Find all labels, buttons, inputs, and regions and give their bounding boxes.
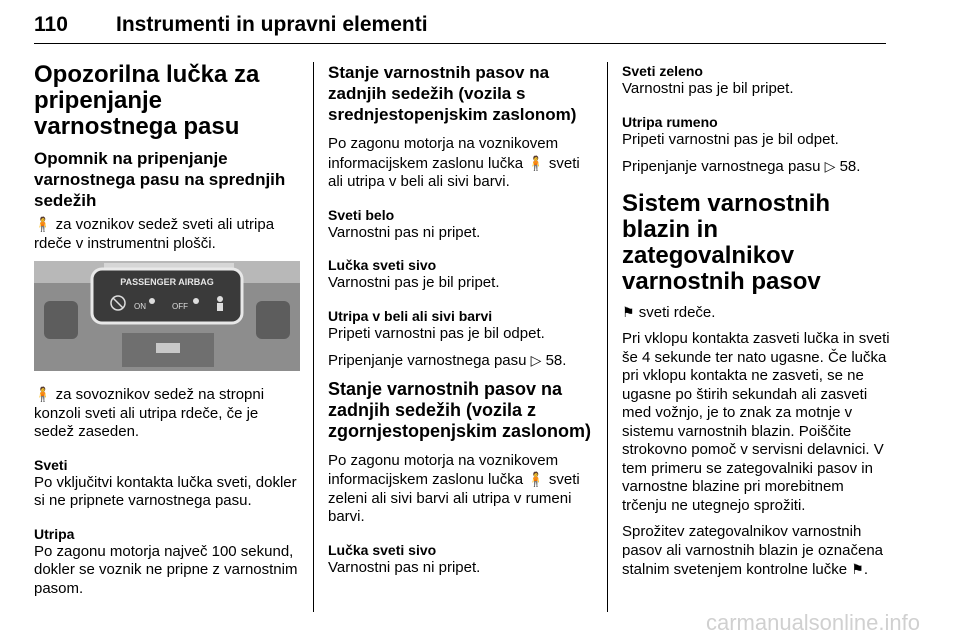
- airbag-icon: ⚑: [622, 303, 635, 320]
- watermark: carmanualsonline.info: [705, 610, 920, 635]
- subsection-heading: Stanje varnostnih pasov na zadnjih sedežih (vozila z zgornjestopenjskim zaslonom): [328, 378, 592, 441]
- paragraph: Po zagonu motorja največ 100 sekund, dokler se voznik ne pripne z varnostnim pasom.: [34, 542, 298, 597]
- paragraph: 🧍 za voznikov sedež sveti ali utripa rdeče v instrumentni plošči.: [34, 216, 275, 252]
- paragraph: Sprožitev zategovalnikov varnostnih pasov ali varnostnih blazin je označena stalnim svetenjem kontrolne lučke ⚑.: [622, 523, 883, 578]
- page-reference-icon: ▷: [824, 158, 836, 174]
- column-divider: [313, 62, 314, 612]
- subsection-heading: Opomnik na pripenjanje varnostnega pasu na sprednjih sedežih: [34, 149, 286, 210]
- paragraph: Varnostni pas ni pripet.: [328, 223, 481, 241]
- column-left: [34, 62, 300, 606]
- seatbelt-icon: 🧍: [527, 471, 545, 487]
- photo-on-label: ON: [134, 302, 146, 311]
- photo-off-label: OFF: [172, 302, 188, 311]
- status-label: Utripa rumeno: [622, 113, 718, 130]
- header-divider: [34, 43, 886, 44]
- cross-reference[interactable]: Pripenjanje varnostnega pasu ▷ 58.: [328, 352, 567, 369]
- status-label: Utripa v beli ali sivi barvi: [328, 307, 493, 324]
- subsection-heading: Stanje varnostnih pasov na zadnjih sedežih (vozila s srednjestopenjskim zaslonom): [328, 63, 577, 124]
- paragraph: 🧍 za sovoznikov sedež na stropni konzoli sveti ali utripa rdeče, če je sedež zaseden.: [34, 386, 265, 440]
- paragraph: Varnostni pas je bil pripet.: [328, 274, 500, 291]
- status-label: Lučka sveti sivo: [328, 541, 437, 558]
- paragraph: Pri vklopu kontakta zasveti lučka in sveti še 4 sekunde ter nato ugasne. Če lučka pri vklopu kontakta ne zasveti, se ne ugasne po štirih sekundah ali zasveti med vožnjo, je to znak za motnje v sistemu varnostnih blazin. Poiščite strokovno pomoč v servisni delavnici. V tem primeru se zategovalniki pasov in varnostne blazine pri morebitnem trčenju ne utegnejo sprožiti.: [622, 330, 890, 514]
- paragraph: Po vključitvi kontakta lučka sveti, dokler si ne pripnete varnostnega pasu.: [34, 473, 297, 509]
- paragraph: Pripeti varnostni pas je bil odpet.: [622, 130, 839, 148]
- section-heading: Opozorilna lučka za pripenjanje varnostnega pasu: [34, 61, 260, 140]
- status-label: Sveti zeleno: [622, 63, 703, 79]
- page-header: [34, 0, 886, 48]
- photo-label: PASSENGER AIRBAG: [120, 277, 214, 287]
- status-label: Sveti belo: [328, 206, 395, 223]
- paragraph: Po zagonu motorja na voznikovem informacijskem zaslonu lučka 🧍 sveti zeleni ali sivi barvi ali utripa v rumeni barvi.: [328, 451, 580, 525]
- chapter-title: Instrumenti in upravni elementi: [116, 13, 428, 36]
- seatbelt-icon: 🧍: [34, 386, 52, 402]
- paragraph: Varnostni pas je bil pripet.: [622, 80, 794, 97]
- seatbelt-icon: 🧍: [527, 154, 545, 171]
- column-middle: [328, 62, 596, 585]
- airbag-icon: ⚑: [851, 561, 864, 577]
- seatbelt-icon: 🧍: [34, 216, 52, 232]
- page-number: 110: [34, 13, 68, 36]
- roof-console-photo: [34, 261, 300, 371]
- paragraph: Varnostni pas ni pripet.: [328, 558, 481, 576]
- paragraph: Pripeti varnostni pas je bil odpet.: [328, 324, 545, 342]
- column-right: [622, 62, 890, 588]
- status-label: Lučka sveti sivo: [328, 257, 437, 273]
- status-label: Sveti: [34, 456, 68, 473]
- paragraph: Po zagonu motorja na voznikovem informacijskem zaslonu lučka 🧍 sveti ali utripa v beli ali sivi barvi.: [328, 135, 580, 190]
- cross-reference[interactable]: Pripenjanje varnostnega pasu ▷ 58.: [622, 158, 861, 175]
- status-label: Utripa: [34, 525, 75, 542]
- page-reference-icon: ▷: [530, 352, 542, 368]
- paragraph: ⚑ sveti rdeče.: [622, 303, 716, 321]
- section-heading: Sistem varnostnih blazin in zategovalnikov varnostnih pasov: [622, 189, 831, 295]
- column-divider: [607, 62, 608, 612]
